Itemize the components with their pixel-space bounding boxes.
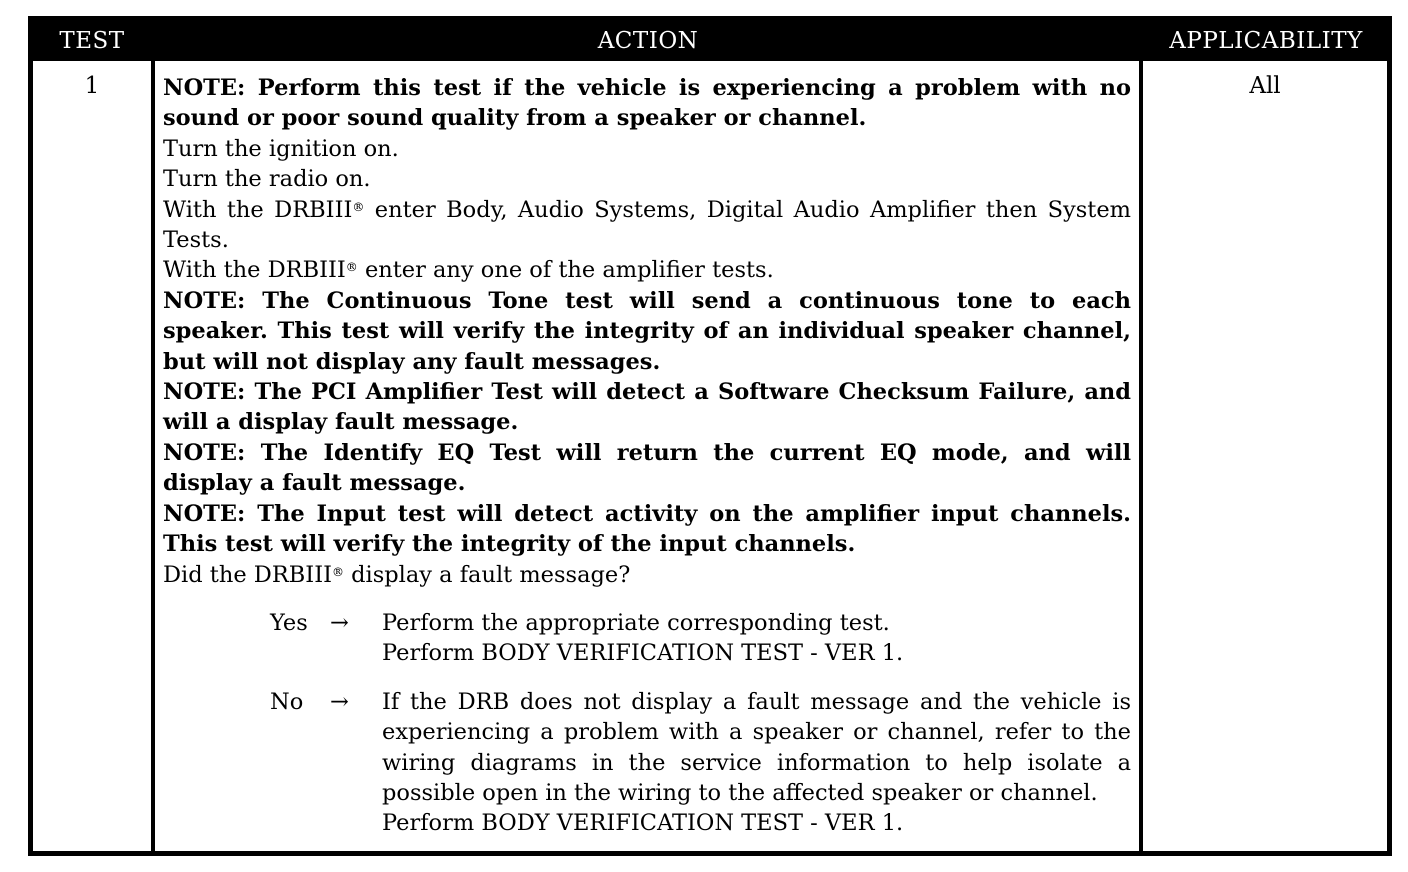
header-action: ACTION <box>597 28 699 54</box>
question-text: display a fault message? <box>343 561 631 588</box>
question <box>163 560 1131 590</box>
action-cell <box>163 73 1131 839</box>
registered-mark: ® <box>331 564 344 579</box>
step-text: enter any one of the amplifier tests. <box>357 257 774 284</box>
step-ignition-on: Turn the ignition on. <box>163 135 399 162</box>
answer-yes-text <box>382 608 1131 669</box>
answer-no-line: Perform BODY VERIFICATION TEST - VER 1. <box>382 810 904 837</box>
note-identify-eq: NOTE: The Identify EQ Test will return the current EQ mode, and will display a fault message. <box>163 439 1131 497</box>
question-text: Did the DRBIII <box>163 561 332 588</box>
step-radio-on: Turn the radio on. <box>163 166 371 193</box>
note-pci-amplifier: NOTE: The PCI Amplifier Test will detect a Software Checksum Failure, and will a display fault message. <box>163 379 1131 436</box>
step-text: enter Body, Audio Systems, Digital Audio Amplifier then System Tests. <box>163 196 1131 254</box>
answer-no-line: If the DRB does not display a fault message and the vehicle is experiencing a problem with a speaker or channel, refer to the wiring diagrams in the service information to help isolate a possible open in the wiring to the affected speaker or channel. <box>382 688 1131 806</box>
registered-mark: ® <box>345 260 358 275</box>
applicability-cell: All <box>1249 73 1281 99</box>
answer-yes <box>163 608 1131 669</box>
answer-yes-label: Yes <box>270 609 308 636</box>
step-text: With the DRBIII <box>163 257 346 284</box>
column-divider <box>151 61 155 851</box>
registered-mark: ® <box>352 199 365 214</box>
step-enter-amplifier-tests <box>163 255 1131 285</box>
arrow-right-icon: → <box>330 609 349 636</box>
header-applicability: APPLICABILITY <box>1169 28 1363 54</box>
answer-yes-line: Perform BODY VERIFICATION TEST - VER 1. <box>382 640 904 667</box>
arrow-right-icon: → <box>330 688 349 715</box>
answer-no-text <box>382 687 1131 839</box>
step-text: With the DRBIII <box>163 196 353 223</box>
diagnostic-test-table <box>28 16 1392 856</box>
table-header <box>33 21 1387 61</box>
note-input-test: NOTE: The Input test will detect activity on the amplifier input channels. This test will verify the integrity of the input channels. <box>163 500 1131 558</box>
note-continuous-tone: NOTE: The Continuous Tone test will send a continuous tone to each speaker. This test will verify the integrity of an individual speaker channel, but will not display any fault messages. <box>163 287 1131 375</box>
answer-yes-line: Perform the appropriate corresponding test. <box>382 609 890 636</box>
answer-no <box>163 687 1131 839</box>
note-perform-test: NOTE: Perform this test if the vehicle is experiencing a problem with no sound or poor sound quality from a speaker or channel. <box>163 75 1131 132</box>
answer-no-label: No <box>270 688 304 715</box>
test-number-cell: 1 <box>84 73 100 99</box>
header-test: TEST <box>59 28 125 54</box>
column-divider <box>1139 61 1143 851</box>
step-enter-system-tests <box>163 195 1131 256</box>
